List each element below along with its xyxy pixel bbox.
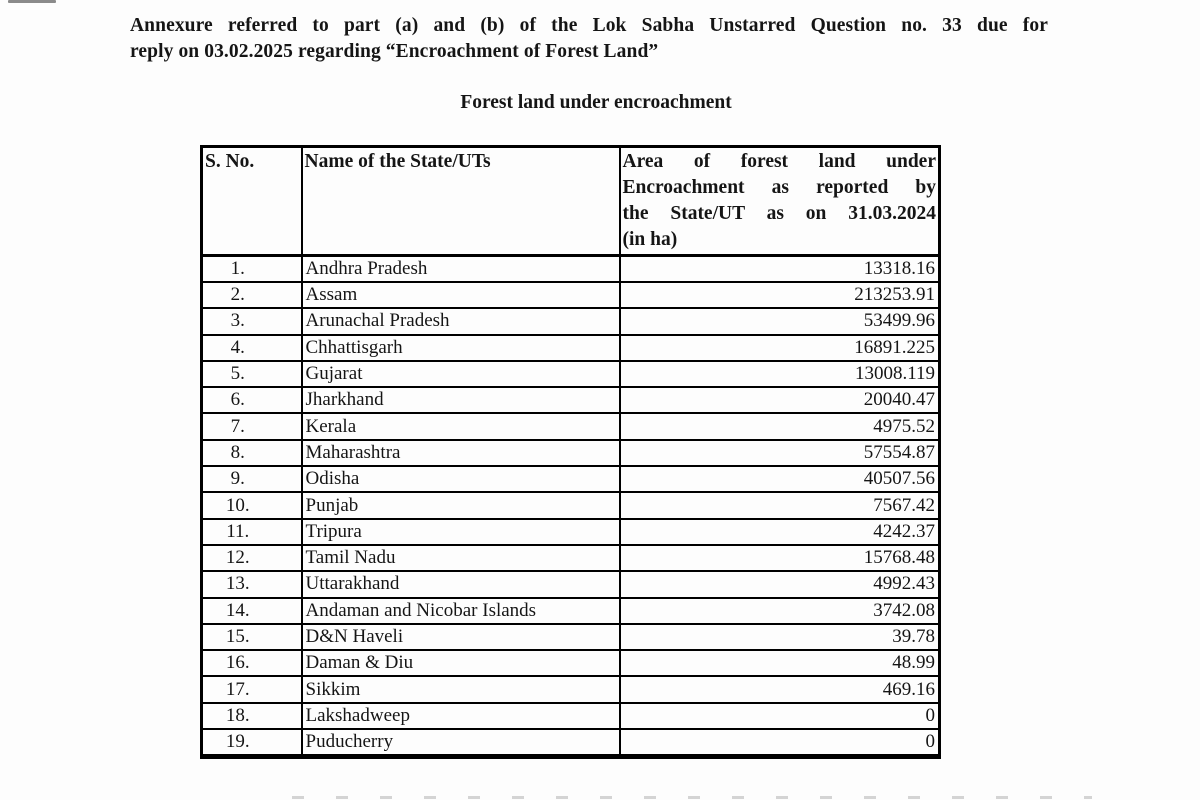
- cell-area-value: 0: [620, 729, 940, 757]
- cell-state-name: Daman & Diu: [302, 650, 620, 676]
- cell-area-value: 213253.91: [620, 282, 940, 308]
- table-row: [202, 335, 940, 361]
- cell-state-name: Kerala: [302, 413, 620, 439]
- cell-area-value: 4975.52: [620, 413, 940, 439]
- encroachment-table: [200, 145, 941, 759]
- cell-state-name: Uttarakhand: [302, 571, 620, 597]
- area-header-line: the State/UT as on 31.03.2024: [622, 203, 936, 224]
- annexure-heading: [130, 13, 1048, 65]
- cell-state-name: D&N Haveli: [302, 624, 620, 650]
- scan-artifact-top: [8, 0, 56, 3]
- table-row: [202, 440, 940, 466]
- cell-serial-number: 1.: [202, 256, 302, 283]
- cell-area-value: 20040.47: [620, 387, 940, 413]
- table-row: [202, 650, 940, 676]
- table-header-row: [202, 147, 940, 256]
- cell-serial-number: 6.: [202, 387, 302, 413]
- table-row: [202, 387, 940, 413]
- table-row: [202, 308, 940, 334]
- cell-serial-number: 4.: [202, 335, 302, 361]
- table-row: [202, 729, 940, 757]
- cell-serial-number: 2.: [202, 282, 302, 308]
- header-cell-area: [620, 147, 940, 256]
- cell-serial-number: 14.: [202, 598, 302, 624]
- cell-area-value: 3742.08: [620, 598, 940, 624]
- cell-state-name: Maharashtra: [302, 440, 620, 466]
- cell-area-value: 48.99: [620, 650, 940, 676]
- cell-area-value: 57554.87: [620, 440, 940, 466]
- area-header-line: Area of forest land under: [622, 151, 936, 172]
- cell-state-name: Lakshadweep: [302, 703, 620, 729]
- cell-state-name: Jharkhand: [302, 387, 620, 413]
- cell-serial-number: 16.: [202, 650, 302, 676]
- cell-serial-number: 8.: [202, 440, 302, 466]
- area-header-line: Encroachment as reported by: [622, 177, 936, 198]
- cell-area-value: 13318.16: [620, 256, 940, 283]
- table-row: [202, 598, 940, 624]
- cell-state-name: Assam: [302, 282, 620, 308]
- table-row: [202, 571, 940, 597]
- cell-state-name: Chhattisgarh: [302, 335, 620, 361]
- cell-serial-number: 10.: [202, 492, 302, 518]
- cell-state-name: Andhra Pradesh: [302, 256, 620, 283]
- cell-state-name: Andaman and Nicobar Islands: [302, 598, 620, 624]
- table-row: [202, 676, 940, 702]
- cell-state-name: Tamil Nadu: [302, 545, 620, 571]
- cell-serial-number: 15.: [202, 624, 302, 650]
- table-row: [202, 492, 940, 518]
- cell-area-value: 7567.42: [620, 492, 940, 518]
- cell-area-value: 0: [620, 703, 940, 729]
- table-row: [202, 466, 940, 492]
- header-cell-sno: S. No.: [202, 147, 302, 256]
- cell-state-name: Arunachal Pradesh: [302, 308, 620, 334]
- cell-serial-number: 12.: [202, 545, 302, 571]
- table-row: [202, 282, 940, 308]
- cell-area-value: 4992.43: [620, 571, 940, 597]
- cell-state-name: Sikkim: [302, 676, 620, 702]
- header-cell-state: Name of the State/UTs: [302, 147, 620, 256]
- scan-artifact-bottom: [292, 796, 1092, 799]
- cell-area-value: 53499.96: [620, 308, 940, 334]
- cell-area-value: 16891.225: [620, 335, 940, 361]
- cell-serial-number: 13.: [202, 571, 302, 597]
- cell-state-name: Tripura: [302, 519, 620, 545]
- cell-area-value: 40507.56: [620, 466, 940, 492]
- cell-serial-number: 5.: [202, 361, 302, 387]
- table-row: [202, 624, 940, 650]
- table-body: [202, 256, 940, 757]
- table-row: [202, 256, 940, 283]
- cell-serial-number: 7.: [202, 413, 302, 439]
- cell-state-name: Gujarat: [302, 361, 620, 387]
- document-title: Forest land under encroachment: [460, 92, 732, 113]
- cell-serial-number: 9.: [202, 466, 302, 492]
- table-row: [202, 545, 940, 571]
- cell-state-name: Punjab: [302, 492, 620, 518]
- cell-state-name: Odisha: [302, 466, 620, 492]
- cell-serial-number: 11.: [202, 519, 302, 545]
- cell-area-value: 469.16: [620, 676, 940, 702]
- cell-area-value: 39.78: [620, 624, 940, 650]
- cell-serial-number: 18.: [202, 703, 302, 729]
- area-header-line: (in ha): [622, 229, 678, 250]
- cell-area-value: 4242.37: [620, 519, 940, 545]
- table-row: [202, 413, 940, 439]
- cell-serial-number: 3.: [202, 308, 302, 334]
- table-row: [202, 519, 940, 545]
- cell-serial-number: 17.: [202, 676, 302, 702]
- heading-line-2: reply on 03.02.2025 regarding “Encroachment of Forest Land”: [130, 41, 659, 62]
- cell-serial-number: 19.: [202, 729, 302, 757]
- heading-line-1: Annexure referred to part (a) and (b) of the Lok Sabha Unstarred Question no. 33 due for: [130, 15, 1048, 36]
- cell-area-value: 15768.48: [620, 545, 940, 571]
- table-row: [202, 703, 940, 729]
- cell-area-value: 13008.119: [620, 361, 940, 387]
- table-row: [202, 361, 940, 387]
- cell-state-name: Puducherry: [302, 729, 620, 757]
